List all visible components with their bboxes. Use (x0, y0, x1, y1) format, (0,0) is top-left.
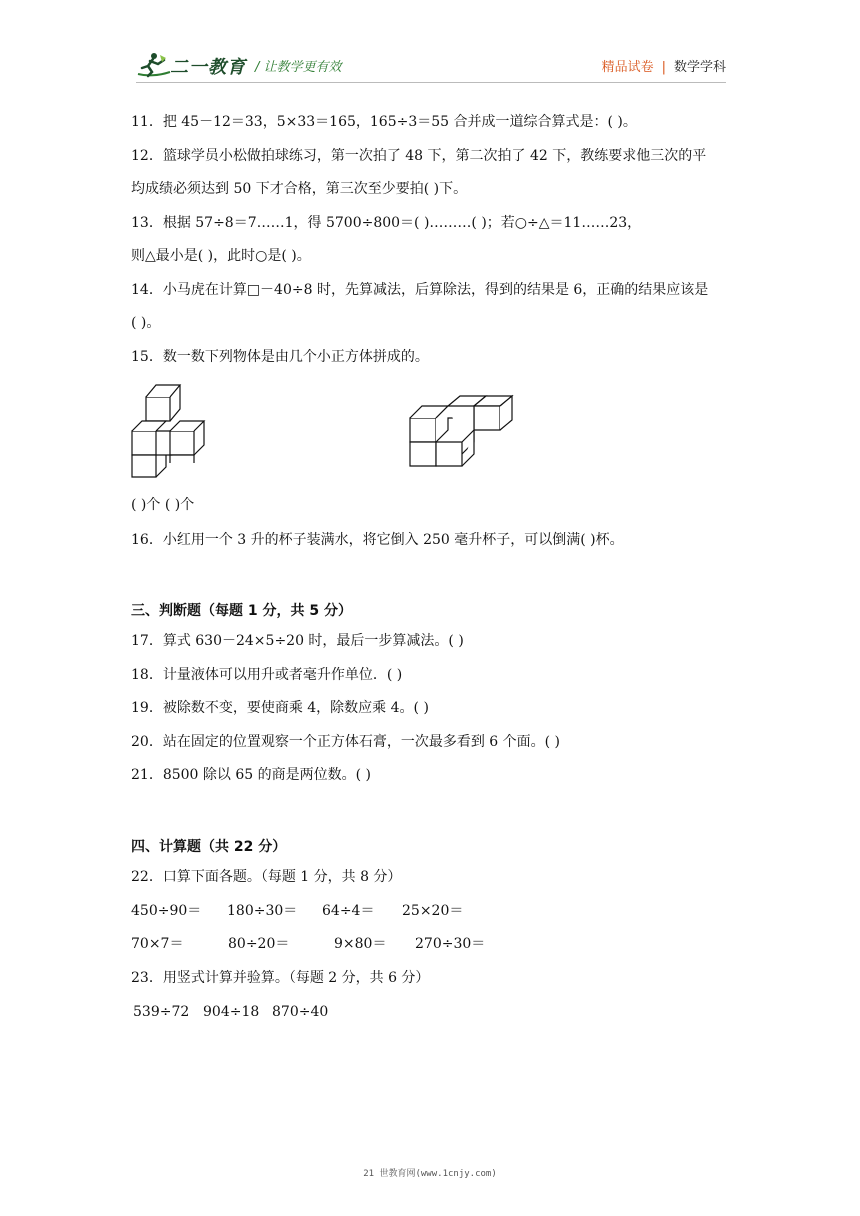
page-footer: 21 世教育网(www.1cnjy.com) (363, 1169, 497, 1179)
header-divider (136, 82, 726, 83)
section-3-title: 三、判断题（每题 1 分，共 5 分） (131, 603, 352, 619)
slogan: / 让教学更有效 (255, 60, 342, 75)
oral-calc-item: 450÷90＝ (131, 903, 202, 919)
question-15-answers: ( )个 ( )个 (131, 497, 195, 513)
vertical-calc-item: 539÷72 (133, 1004, 190, 1020)
question-23: 23．用竖式计算并验算。（每题 2 分，共 6 分） (131, 970, 430, 986)
question-21: 21．8500 除以 65 的商是两位数。( ) (131, 767, 371, 783)
question-17: 17．算式 630－24×5÷20 时，最后一步算减法。( ) (131, 633, 464, 649)
question-12-line2: 均成绩必须达到 50 下才合格，第三次至少要拍( )下。 (131, 181, 468, 197)
header-separator: | (661, 60, 666, 75)
question-19: 19．被除数不变，要使商乘 4，除数应乘 4。( ) (131, 700, 429, 716)
oral-calc-item: 64÷4＝ (322, 903, 375, 919)
question-12-line1: 12．篮球学员小松做拍球练习，第一次拍了 48 下，第二次拍了 42 下，教练要求他三次的平 (131, 148, 707, 164)
question-16: 16．小红用一个 3 升的杯子装满水，将它倒入 250 毫升杯子，可以倒满( )杯。 (131, 532, 624, 548)
question-15: 15．数一数下列物体是由几个小正方体拼成的。 (131, 349, 429, 365)
header-subject-label: 数学学科 (673, 60, 726, 75)
header-premium-label: 精品试卷 (601, 60, 654, 75)
vertical-calc-item: 870÷40 (272, 1004, 329, 1020)
logo-text: 二一教育 (170, 57, 246, 78)
vertical-calc-item: 904÷18 (203, 1004, 260, 1020)
cube-figure-1 (130, 383, 214, 479)
question-11: 11．把 45－12＝33，5×33＝165，165÷3＝55 合并成一道综合算式是：( )。 (131, 114, 637, 130)
question-22: 22．口算下面各题。（每题 1 分，共 8 分） (131, 869, 402, 885)
oral-calc-item: 80÷20＝ (228, 936, 290, 952)
header-right (602, 56, 726, 75)
question-13-line2: 则△最小是( )，此时○是( )。 (131, 248, 311, 264)
oral-calc-row-2 (131, 934, 485, 954)
question-18: 18．计量液体可以用升或者毫升作单位．( ) (131, 667, 403, 683)
oral-calc-item: 180÷30＝ (227, 903, 298, 919)
question-14-line2: ( )。 (131, 315, 161, 331)
oral-calc-item: 270÷30＝ (415, 936, 486, 952)
question-13-line1: 13．根据 57÷8＝7……1，得 5700÷800＝( )………( )；若○÷△＝11……23， (131, 215, 642, 231)
cube-figure-2 (408, 394, 520, 470)
section-4-title: 四、计算题（共 22 分） (131, 839, 287, 855)
question-14-line1: 14．小马虎在计算□－40÷8 时，先算减法，后算除法，得到的结果是 6，正确的结果应该是 (131, 282, 709, 298)
page-header (0, 0, 860, 92)
oral-calc-row-1 (131, 901, 463, 921)
oral-calc-item: 25×20＝ (402, 903, 464, 919)
vertical-calc-row (133, 1002, 328, 1022)
oral-calc-item: 9×80＝ (334, 936, 387, 952)
oral-calc-item: 70×7＝ (131, 936, 184, 952)
question-20: 20．站在固定的位置观察一个正方体石膏，一次最多看到 6 个面。( ) (131, 734, 560, 750)
